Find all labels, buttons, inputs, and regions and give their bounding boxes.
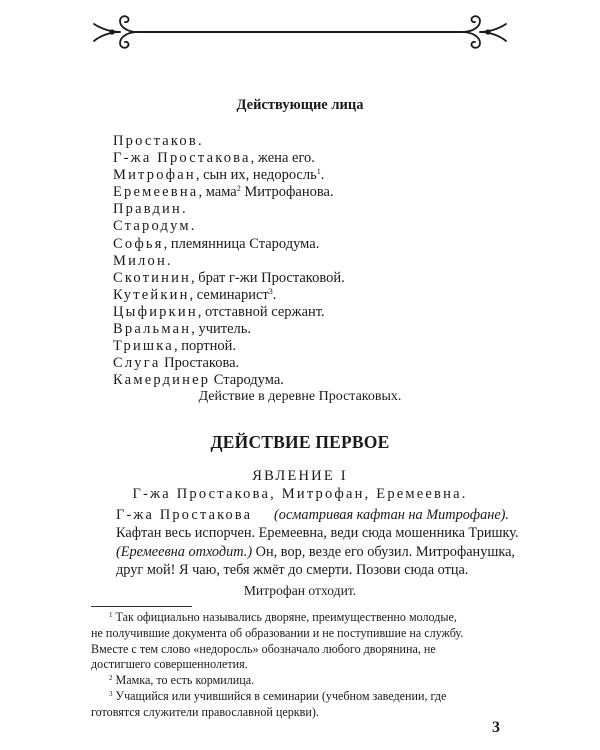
character-entry: Тришка, портной. [113,338,237,355]
footnote-line: $^3$ Учащийся или учившийся в семинарии (учебном заведении, где [109,688,447,703]
text-line: друг мой! Я чаю, тебя жмёт до смерти. Позови сюда отца. [116,562,469,579]
text-line: Кафтан весь испорчен. Еремеевна, веди сюда мошенника Тришку. [116,525,519,542]
text-line: (Еремеевна отходит.) Он, вор, везде его обузил. Митрофанушка, [116,543,516,560]
character-entry: Правдин. [113,201,186,218]
character-name: Скотинин [113,269,192,286]
footnote-ref: 2 [236,184,241,194]
footnote-line: Вместе с тем слово «недоросль» обозначало любого дворянина, не [91,641,436,656]
footnotes [91,610,509,721]
character-entry: Софья, племянница Стародума. [113,235,320,252]
footnote-mark: 2 [109,674,113,683]
footnote-mark: 3 [109,689,113,698]
character-entry: Вральман, учитель. [113,321,252,338]
character-entry: Простаков. [113,133,202,149]
character-entry: Скотинин, брат г-жи Простаковой. [113,269,345,286]
character-name: Слуга [113,355,161,372]
footnote-divider [91,606,192,607]
speaker-name: Г-жа Простакова [116,507,253,523]
character-name: Кутейкин [113,286,190,303]
character-entry: Камердинер Стародума. [113,372,284,389]
footnote-line: не получившие документа об образовании и не поступившие на службу. [91,625,464,640]
character-name: Стародум [113,218,191,235]
character-name: Тришка [113,338,174,355]
character-name: Милон [113,252,167,269]
character-name: Камердинер [113,372,211,389]
exit-stage-direction: Митрофан отходит. [243,583,357,598]
footnote-ref: 1 [316,167,321,177]
character-name: Еремеевна [113,184,199,201]
stage-direction: (осматривая кафтан на Митрофане). [274,507,509,523]
character-entry: Кутейкин, семинарист$^3$. [113,286,277,303]
footnote-mark: 1 [109,611,113,619]
character-name: Софья [113,235,164,252]
character-entry: Милон. [113,252,171,269]
character-entry: Цыфиркин, отставной сержант. [113,303,325,320]
footnote-line: готовятся служители православной церкви). [91,704,319,719]
character-entry: Г-жа Простакова, жена его. [113,150,315,167]
footnote-ref: 3 [268,286,273,296]
text-line [116,506,509,524]
page-number: 3 [492,719,500,736]
character-name: Г-жа Простакова [113,150,251,167]
footnote-line: $^2$ Мамка, то есть кормилица. [109,673,255,688]
character-entry: Еремеевна, мама$^2$ Митрофанова. [113,184,334,201]
character-entry: Слуга Простакова. [113,355,240,372]
ornamental-header-rule [86,14,514,50]
dialogue-paragraph [116,506,519,580]
character-name: Правдин [113,201,182,218]
setting-note: Действие в деревне Простаковых. [198,389,402,404]
character-name: Простаков [113,133,198,149]
footnote-line: достигшего совершеннолетия. [91,657,248,672]
footnote-line: $^1$ Так официально назывались дворяне, преимущественно молодые, [109,610,457,624]
act-title: ДЕЙСТВИЕ ПЕРВОЕ [210,432,390,452]
character-list [113,133,513,389]
character-entry: Стародум. [113,218,195,235]
character-entry: Митрофан, сын их, недоросль$^1$. [113,167,325,184]
stage-direction: (Еремеевна отходит.) [116,543,253,560]
character-name: Вральман [113,321,192,338]
scene-title: ЯВЛЕНИЕ I [252,468,348,484]
character-name: Митрофан [113,167,196,184]
scene-cast: Г-жа Простакова, Митрофан, Еремеевна. [132,486,468,502]
character-name: Цыфиркин [113,303,198,320]
characters-heading: Действующие лица [236,97,364,113]
